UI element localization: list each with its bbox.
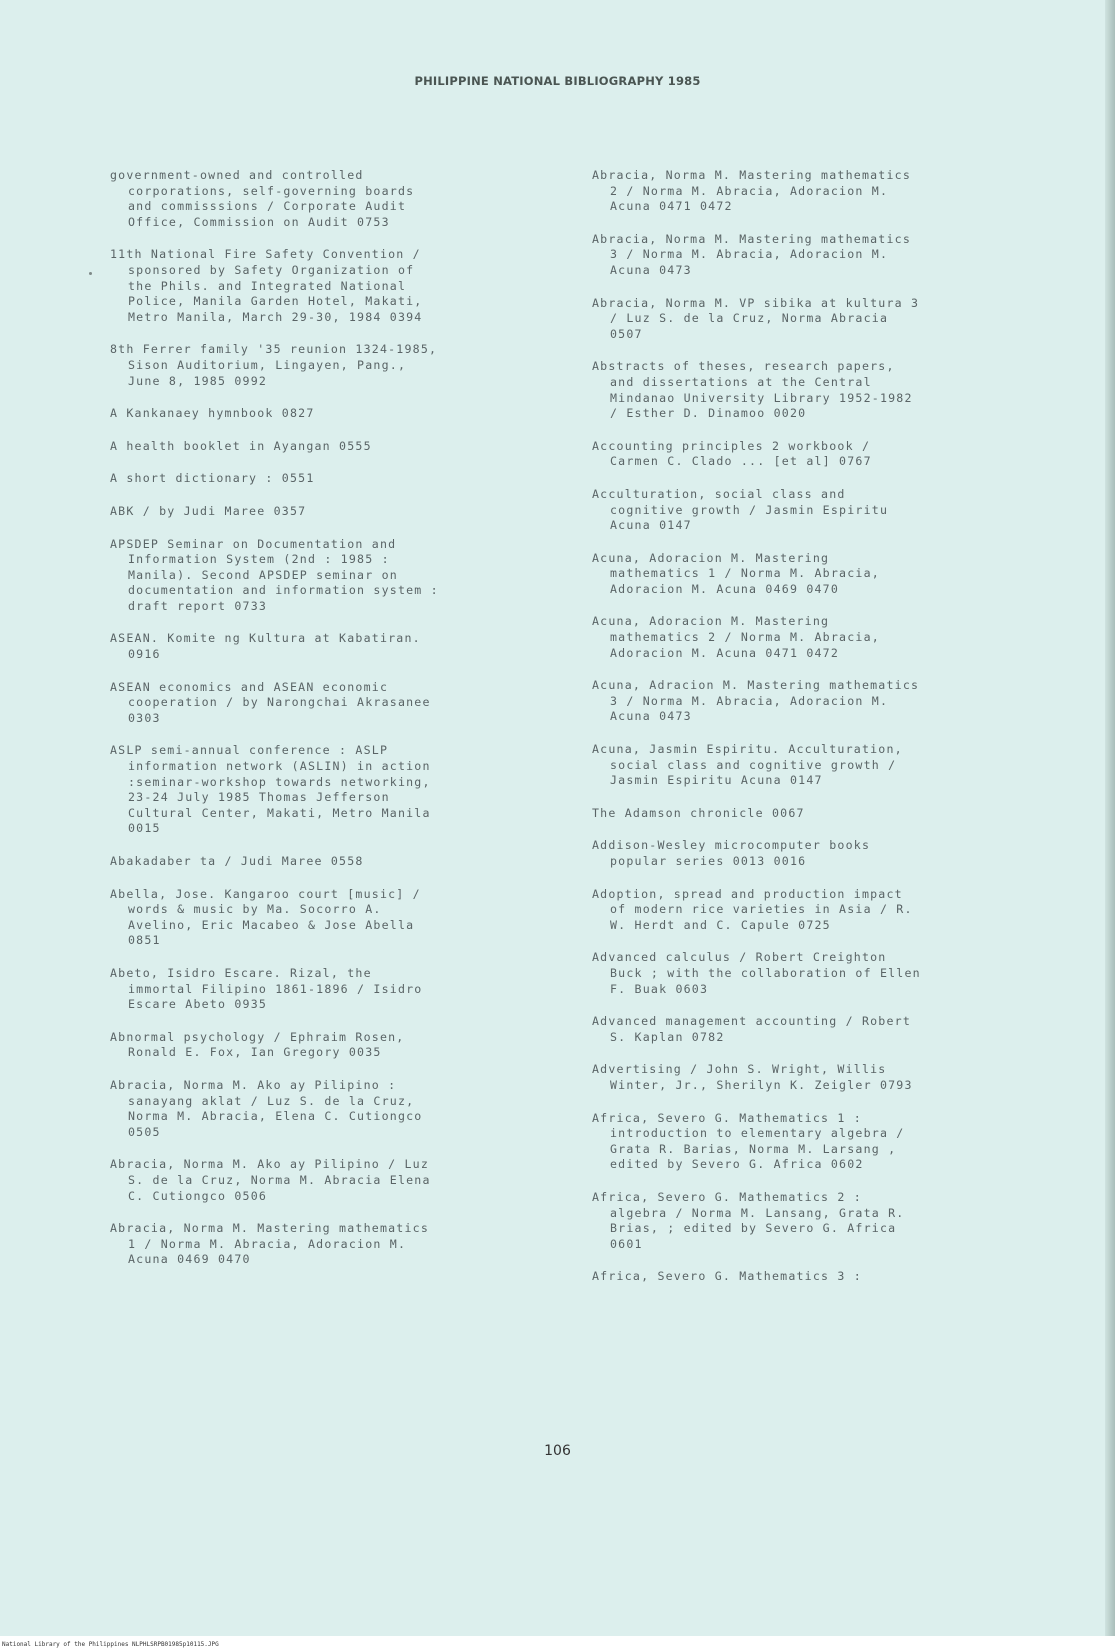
bibliography-entry: APSDEP Seminar on Documentation and Information System (2nd : 1985 : Manila). Second APSDEP seminar on documentation and information system : draft report 0733 [110,536,439,613]
bibliography-entry: 8th Ferrer family '35 reunion 1324-1985, Sison Auditorium, Lingayen, Pang., June 8, 1985 0992 [110,342,438,388]
bibliography-entry: Abracia, Norma M. Ako ay Pilipino / Luz S. de la Cruz, Norma M. Abracia Elena C. Cutiongco 0506 [110,1157,431,1203]
bibliography-entry: Acuna, Adoracion M. Mastering mathematics 1 / Norma M. Abracia, Adoracion M. Acuna 0469 0470 [592,550,880,596]
bibliography-entry: Accounting principles 2 workbook / Carmen C. Clado ... [et al] 0767 [592,438,872,469]
right-column [592,168,1032,1302]
page-header: PHILIPPINE NATIONAL BIBLIOGRAPHY 1985 [414,74,701,88]
bibliography-entry: Acuna, Jasmin Espiritu. Acculturation, social class and cognitive growth / Jasmin Espiritu Acuna 0147 [592,742,903,788]
bibliography-entry: Abella, Jose. Kangaroo court [music] / words & music by Ma. Socorro A. Avelino, Eric Macabeo & Jose Abella 0851 [110,886,421,948]
bibliography-entry: ABK / by Judi Maree 0357 [110,503,307,518]
bibliography-entry: Abeto, Isidro Escare. Rizal, the immortal Filipino 1861-1896 / Isidro Escare Abeto 0935 [110,965,423,1012]
bibliography-entry: A health booklet in Ayangan 0555 [110,438,372,453]
bibliography-entry: Africa, Severo G. Mathematics 1 : introduction to elementary algebra / Grata R. Barias, Norma M. Larsang , edited by Severo G. Africa 0602 [592,1110,905,1172]
margin-dot [89,272,92,275]
bibliography-entry: Africa, Severo G. Mathematics 3 : [592,1269,862,1284]
bibliography-entry: Abakadaber ta / Judi Maree 0558 [110,854,364,868]
scan-footer-text: National Library of the Philippines NLPHLSRPB01985p10115.JPG [2,1641,219,1648]
bibliography-entry: 11th National Fire Safety Convention / sponsored by Safety Organization of the Phils. and Integrated National Police, Manila Garden Hotel, Makati, Metro Manila, March 29-30, 1984 0394 [110,247,423,324]
left-column [110,168,550,1285]
bibliography-entry: ASEAN economics and ASEAN economic cooperation / by Narongchai Akrasanee 0303 [110,679,431,725]
bibliography-entry: Acculturation, social class and cognitive growth / Jasmin Espiritu Acuna 0147 [592,486,889,533]
bibliography-entry: Advertising / John S. Wright, Willis Winter, Jr., Sherilyn K. Zeigler 0793 [592,1062,913,1092]
bibliography-entry: Abstracts of theses, research papers, and dissertations at the Central Mindanao University Library 1952-1982 / Esther D. Dinamoo 0020 [592,359,913,421]
bibliography-entry: Abracia, Norma M. Ako ay Pilipino : sanayang aklat / Luz S. de la Cruz, Norma M. Abracia, Elena C. Cutiongco 0505 [110,1077,423,1139]
bibliography-entry: ASEAN. Komite ng Kultura at Kabatiran. 0916 [110,631,421,662]
bibliography-entry: Advanced management accounting / Robert S. Kaplan 0782 [592,1014,912,1044]
bibliography-entry: Acuna, Adoracion M. Mastering mathematics 2 / Norma M. Abracia, Adoracion M. Acuna 0471 0472 [592,614,880,660]
bibliography-entry: government-owned and controlled corporations, self-governing boards and commisssions / Corporate Audit Office, Commission on Audit 0753 [110,168,415,229]
bibliography-entry: Addison-Wesley microcomputer books popular series 0013 0016 [592,838,871,868]
bibliography-entry: Abracia, Norma M. Mastering mathematics 3 / Norma M. Abracia, Adoracion M. Acuna 0473 [592,231,912,277]
bibliography-entry: Abracia, Norma M. Mastering mathematics 2 / Norma M. Abracia, Adoracion M. Acuna 0471 0472 [592,168,912,214]
bibliography-entry: Africa, Severo G. Mathematics 2 : algebra / Norma M. Lansang, Grata R. Brias, ; edited by Severo G. Africa 0601 [592,1189,905,1251]
page-edge-shadow [1105,0,1115,1650]
bibliography-entry: The Adamson chronicle 0067 [592,805,805,820]
bibliography-entry: A Kankanaey hymnbook 0827 [110,406,315,421]
scan-footer-strip [0,1636,1115,1650]
bibliography-entry: Abracia, Norma M. VP sibika at kultura 3 / Luz S. de la Cruz, Norma Abracia 0507 [592,295,920,341]
bibliography-entry: A short dictionary : 0551 [110,471,315,486]
bibliography-entry: Advanced calculus / Robert Creighton Buck ; with the collaboration of Ellen F. Buak 0603 [592,950,921,996]
bibliography-entry: Adoption, spread and production impact of modern rice varieties in Asia / R. W. Herdt and C. Capule 0725 [592,886,913,932]
bibliography-entry: Abracia, Norma M. Mastering mathematics 1 / Norma M. Abracia, Adoracion M. Acuna 0469 0470 [110,1221,430,1267]
bibliography-entry: ASLP semi-annual conference : ASLP information network (ASLIN) in action :seminar-workshop towards networking, 23-24 July 1985 Thomas Jefferson Cultural Center, Makati, Metro Manila 0015 [110,743,431,836]
bibliography-entry: Acuna, Adracion M. Mastering mathematics 3 / Norma M. Abracia, Adoracion M. Acuna 0473 [592,678,920,724]
bibliography-entry: Abnormal psychology / Ephraim Rosen, Ronald E. Fox, Ian Gregory 0035 [110,1029,405,1060]
page-number: 106 [544,1443,571,1459]
